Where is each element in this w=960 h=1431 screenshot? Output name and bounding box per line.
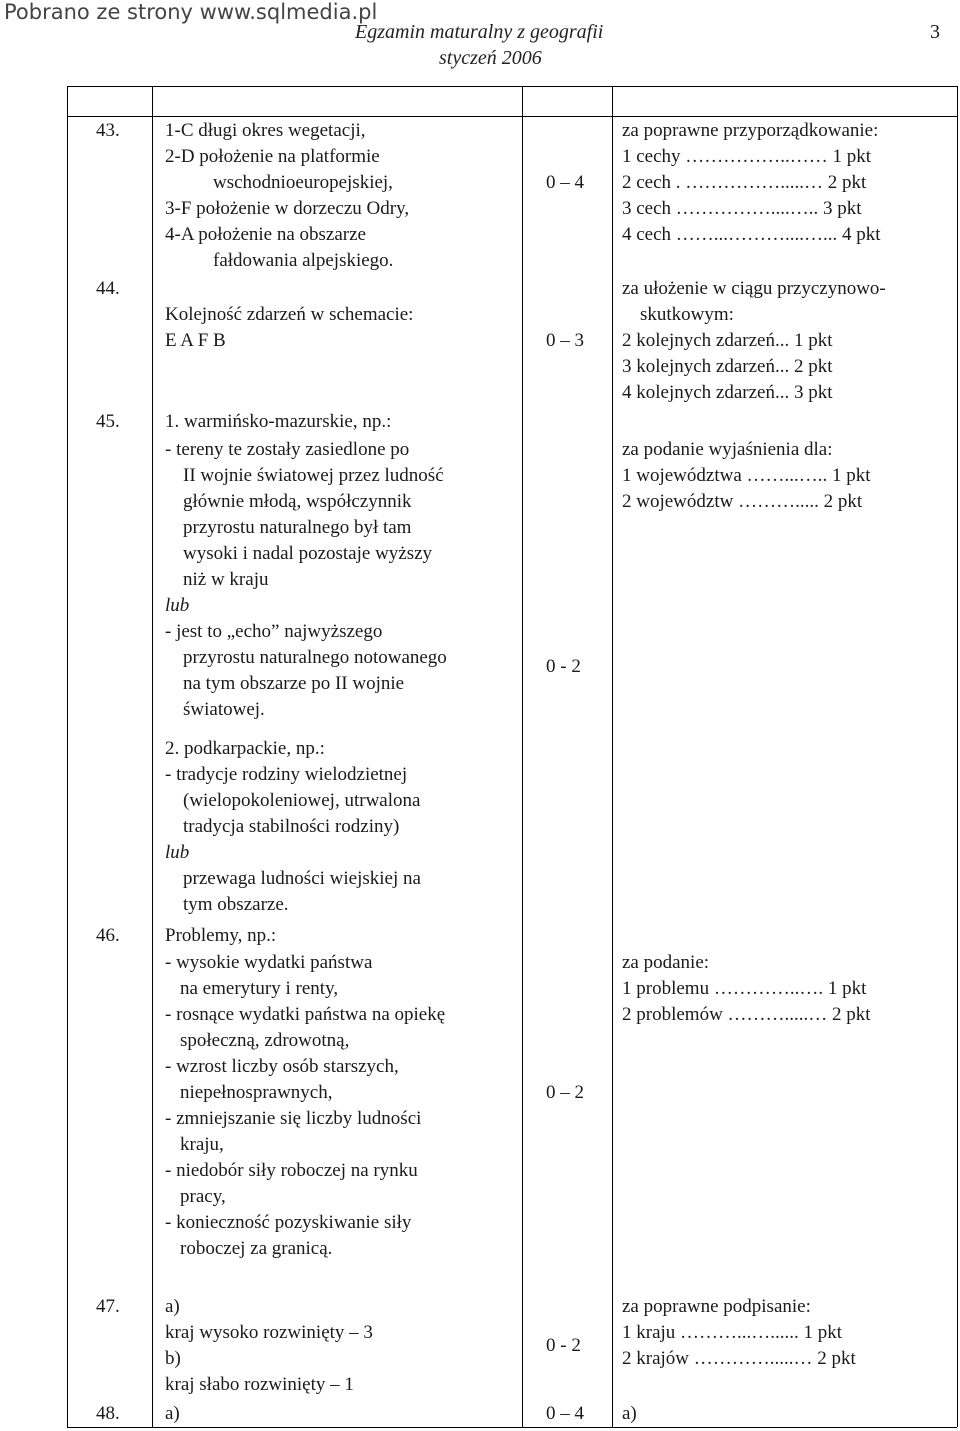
- answer-line: 1. warmińsko-mazurskie, np.:: [165, 411, 392, 432]
- answer-line: niepełnosprawnych,: [180, 1082, 333, 1103]
- answer-line: kraj wysoko rozwinięty – 3: [165, 1322, 373, 1343]
- table-bottom-border: [67, 1427, 957, 1428]
- table-header-row-border: [67, 116, 957, 117]
- answer-line: 2-D położenie na platformie: [165, 146, 380, 167]
- question-number: 45.: [96, 411, 120, 432]
- criteria-line: 1 problemu …………..…. 1 pkt: [622, 978, 867, 999]
- answer-line-or: lub: [165, 842, 190, 863]
- criteria-line: 2 kolejnych zdarzeń... 1 pkt: [622, 330, 833, 351]
- answer-line: głównie młodą, współczynnik: [183, 491, 412, 512]
- criteria-line: 2 problemów ……….....… 2 pkt: [622, 1004, 871, 1025]
- criteria-line: 4 kolejnych zdarzeń... 3 pkt: [622, 382, 833, 403]
- answer-line: - konieczność pozyskiwanie siły: [165, 1212, 412, 1233]
- points-range: 0 - 2: [546, 656, 581, 677]
- answer-line: (wielopokoleniowej, utrwalona: [183, 790, 421, 811]
- answer-line: a): [165, 1403, 180, 1424]
- points-range: 0 - 2: [546, 1335, 581, 1356]
- answer-line: światowej.: [183, 699, 265, 720]
- answer-line: a): [165, 1296, 180, 1317]
- criteria-line: 2 krajów ………….....… 2 pkt: [622, 1348, 856, 1369]
- answer-line: wschodnioeuropejskiej,: [213, 172, 393, 193]
- answer-line: - tradycje rodziny wielodzietnej: [165, 764, 408, 785]
- criteria-line: 3 cech ……………....….. 3 pkt: [622, 198, 862, 219]
- answer-line: 1-C długi okres wegetacji,: [165, 120, 366, 141]
- criteria-line: 1 województwa ……...….. 1 pkt: [622, 465, 871, 486]
- answer-line: - rosnące wydatki państwa na opiekę: [165, 1004, 446, 1025]
- question-number: 48.: [96, 1403, 120, 1424]
- col-border-1: [152, 86, 153, 1427]
- question-number: 44.: [96, 278, 120, 299]
- answer-line: Kolejność zdarzeń w schemacie:: [165, 304, 414, 325]
- answer-line: przewaga ludności wiejskiej na: [183, 868, 421, 889]
- answer-line: roboczej za granicą.: [180, 1238, 333, 1259]
- criteria-line: 4 cech ……...………....…... 4 pkt: [622, 224, 881, 245]
- col-border-3: [612, 86, 613, 1427]
- answer-line-or: lub: [165, 595, 190, 616]
- answer-line: 3-F położenie w dorzeczu Odry,: [165, 198, 410, 219]
- answer-line: - zmniejszanie się liczby ludności: [165, 1108, 422, 1129]
- criteria-line: 1 cechy ……………..…… 1 pkt: [622, 146, 872, 167]
- points-range: 0 – 4: [546, 1403, 584, 1424]
- answer-line: 4-A położenie na obszarze: [165, 224, 366, 245]
- answer-line: b): [165, 1348, 181, 1369]
- criteria-line: 3 kolejnych zdarzeń... 2 pkt: [622, 356, 833, 377]
- watermark: Pobrano ze strony www.sqlmedia.pl: [4, 0, 378, 24]
- points-range: 0 – 2: [546, 1082, 584, 1103]
- answer-line: przyrostu naturalnego notowanego: [183, 647, 447, 668]
- points-range: 0 – 3: [546, 330, 584, 351]
- answer-line: pracy,: [180, 1186, 226, 1207]
- page-number: 3: [930, 21, 940, 43]
- answer-line: na tym obszarze po II wojnie: [183, 673, 405, 694]
- answer-line: tym obszarze.: [183, 894, 289, 915]
- criteria-line: za poprawne podpisanie:: [622, 1296, 811, 1317]
- answer-line: kraju,: [180, 1134, 224, 1155]
- header-date: styczeń 2006: [439, 47, 542, 69]
- table-top-border: [67, 86, 957, 87]
- criteria-line: skutkowym:: [640, 304, 734, 325]
- col-border-left: [67, 86, 68, 1427]
- criteria-line: a): [622, 1403, 637, 1424]
- answer-line: II wojnie światowej przez ludność: [183, 465, 444, 486]
- answer-line: - wysokie wydatki państwa: [165, 952, 373, 973]
- question-number: 47.: [96, 1296, 120, 1317]
- criteria-line: za poprawne przyporządkowanie:: [622, 120, 879, 141]
- answer-line: - niedobór siły roboczej na rynku: [165, 1160, 418, 1181]
- answer-line: tradycja stabilności rodziny): [183, 816, 400, 837]
- answer-line: 2. podkarpackie, np.:: [165, 738, 325, 759]
- criteria-line: 2 cech . …………….....… 2 pkt: [622, 172, 867, 193]
- col-border-2: [522, 86, 523, 1427]
- answer-line: - wzrost liczby osób starszych,: [165, 1056, 399, 1077]
- criteria-line: za podanie:: [622, 952, 710, 973]
- criteria-line: za ułożenie w ciągu przyczynowo-: [622, 278, 886, 299]
- answer-line: fałdowania alpejskiego.: [213, 250, 394, 271]
- answer-line: przyrostu naturalnego był tam: [183, 517, 412, 538]
- answer-line: kraj słabo rozwinięty – 1: [165, 1374, 354, 1395]
- question-number: 43.: [96, 120, 120, 141]
- col-border-right: [957, 86, 958, 1427]
- answer-line: społeczną, zdrowotną,: [180, 1030, 350, 1051]
- criteria-line: 2 województw ………..... 2 pkt: [622, 491, 863, 512]
- answer-line: Problemy, np.:: [165, 925, 277, 946]
- question-number: 46.: [96, 925, 120, 946]
- answer-line: - jest to „echo” najwyższego: [165, 621, 383, 642]
- answer-line: E A F B: [165, 330, 226, 351]
- header-title: Egzamin maturalny z geografii: [355, 21, 604, 43]
- answer-line: wysoki i nadal pozostaje wyższy: [183, 543, 433, 564]
- criteria-line: za podanie wyjaśnienia dla:: [622, 439, 833, 460]
- criteria-line: 1 kraju ………...…...... 1 pkt: [622, 1322, 843, 1343]
- answer-line: - tereny te zostały zasiedlone po: [165, 439, 410, 460]
- answer-line: niż w kraju: [183, 569, 269, 590]
- answer-line: na emerytury i renty,: [180, 978, 339, 999]
- points-range: 0 – 4: [546, 172, 584, 193]
